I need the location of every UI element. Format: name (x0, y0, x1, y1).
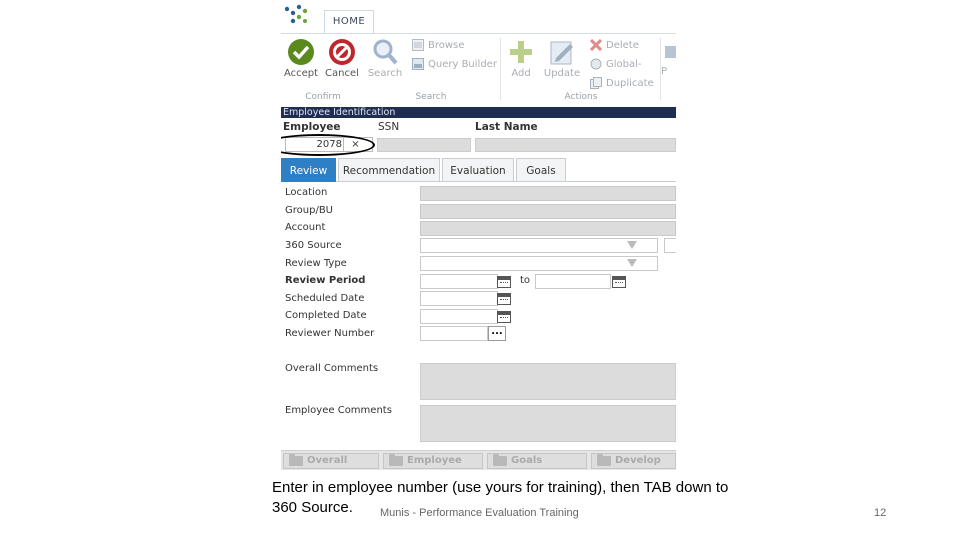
update-button[interactable] (542, 38, 582, 79)
source-360-select[interactable] (420, 238, 658, 253)
calendar-icon[interactable] (497, 276, 511, 288)
ssn-field (377, 138, 471, 152)
employee-input[interactable]: 2078 (285, 137, 373, 152)
scheduled-date-label: Scheduled Date (285, 293, 365, 304)
folder-icon (389, 456, 403, 466)
add-icon (507, 38, 535, 66)
duplicate-label: Duplicate (606, 77, 654, 89)
group-search: Search (415, 92, 447, 102)
print-label: P (661, 66, 668, 77)
calendar-icon[interactable] (497, 311, 511, 323)
completed-date-label: Completed Date (285, 310, 367, 321)
query-builder-label: Query Builder (428, 58, 497, 70)
delete-label: Delete (606, 39, 639, 51)
slide-caption: Enter in employee number (use yours for training), then TAB down to 360 Source. (272, 479, 729, 516)
lookup-button[interactable]: ... (488, 326, 506, 341)
add-label: Add (511, 68, 531, 79)
calendar-icon[interactable] (497, 293, 511, 305)
browse-label: Browse (428, 39, 465, 51)
delete-icon (590, 39, 602, 51)
goals-label: Goals (511, 455, 543, 466)
cancel-button[interactable] (322, 38, 362, 79)
reviewer-number-label: Reviewer Number (285, 328, 375, 339)
employee-comments-label: Employee Comments (285, 405, 392, 416)
chevron-down-icon (627, 241, 637, 249)
overall-comments-label: Overall Comments (285, 363, 379, 374)
source-360-label: 360 Source (285, 240, 342, 251)
delete-button[interactable] (590, 39, 639, 51)
review-type-select[interactable] (420, 256, 658, 271)
folder-icon (597, 456, 611, 466)
clear-icon[interactable]: × (343, 138, 367, 151)
account-label: Account (285, 222, 326, 233)
calendar-icon[interactable] (612, 276, 626, 288)
group-bu-field (420, 204, 676, 219)
scheduled-date-input[interactable] (420, 291, 498, 306)
add-button[interactable] (501, 38, 541, 79)
chevron-down-icon (627, 259, 637, 267)
duplicate-button[interactable] (590, 77, 654, 89)
accept-icon (287, 38, 315, 66)
review-type-label: Review Type (285, 258, 347, 269)
global-icon (590, 58, 602, 70)
overall-comments-textarea[interactable] (420, 363, 676, 400)
duplicate-icon (590, 77, 602, 89)
source-360-extra[interactable] (664, 238, 676, 253)
employee-button[interactable] (383, 453, 483, 469)
search-icon (371, 38, 399, 66)
review-period-end-input[interactable] (535, 274, 611, 289)
global-button[interactable] (590, 58, 642, 70)
develop-label: Develop (615, 455, 661, 466)
group-actions: Actions (564, 92, 598, 102)
print-icon (661, 38, 676, 66)
employee-button-label: Employee (407, 455, 462, 466)
completed-date-input[interactable] (420, 309, 498, 324)
query-builder-button[interactable] (412, 58, 497, 70)
tab-review[interactable]: Review (281, 158, 336, 182)
search-button[interactable] (365, 38, 405, 79)
bottom-toolbar (281, 450, 676, 470)
section-header: Employee Identification (281, 107, 676, 118)
update-icon (548, 38, 576, 66)
group-bu-label: Group/BU (285, 205, 333, 216)
cancel-label: Cancel (325, 68, 359, 79)
print-button[interactable] (661, 38, 676, 77)
account-field (420, 221, 676, 236)
ribbon-toolbar (281, 33, 676, 105)
last-name-label: Last Name (475, 121, 538, 133)
location-field (420, 186, 676, 201)
query-builder-icon (412, 58, 424, 70)
employee-comments-textarea[interactable] (420, 405, 676, 442)
employee-label: Employee (283, 121, 341, 133)
tab-home[interactable]: HOME (324, 10, 374, 34)
last-name-field (475, 138, 676, 152)
location-label: Location (285, 187, 328, 198)
review-period-start-input[interactable] (420, 274, 498, 289)
highlight-oval (281, 134, 375, 156)
slide-footer: Munis - Performance Evaluation Training (380, 507, 579, 519)
app-logo-icon (283, 3, 311, 27)
update-label: Update (543, 68, 581, 79)
accept-label: Accept (283, 68, 319, 79)
group-confirm: Confirm (305, 92, 341, 102)
folder-icon (289, 456, 303, 466)
review-period-label: Review Period (285, 275, 366, 286)
global-label: Global- (606, 58, 642, 70)
browse-button[interactable] (412, 39, 464, 51)
tab-evaluation[interactable]: Evaluation (442, 158, 514, 182)
overall-label: Overall (307, 455, 348, 466)
to-label: to (520, 275, 531, 286)
tab-goals[interactable]: Goals (516, 158, 566, 182)
search-label: Search (367, 68, 403, 79)
reviewer-number-input[interactable] (420, 326, 488, 341)
cancel-icon (328, 38, 356, 66)
browse-icon (412, 39, 424, 51)
ssn-label: SSN (378, 121, 400, 133)
tab-bar (281, 158, 676, 182)
develop-button[interactable] (591, 453, 676, 469)
folder-icon (493, 456, 507, 466)
tab-recommendation[interactable]: Recommendation (338, 158, 440, 182)
accept-button[interactable] (281, 38, 321, 79)
goals-button[interactable] (487, 453, 587, 469)
overall-button[interactable] (283, 453, 379, 469)
page-number: 12 (874, 507, 887, 519)
app-screenshot (281, 0, 676, 470)
